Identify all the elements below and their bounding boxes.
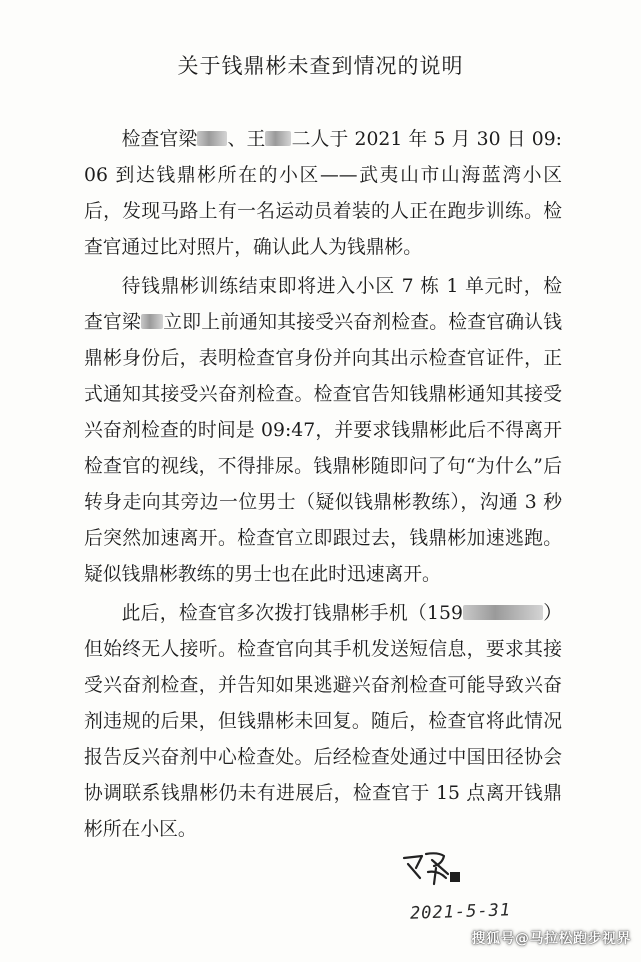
p1-text-b: 、王 [227,129,266,150]
p1-text-c: 二人于 2021 年 5 月 30 日 09:06 到达钱鼎彬所在的小区——武夷山市山海蓝湾小区后，发现马路上有一名运动员着装的人正在跑步训练。检查官通过比对照片，确认此人为钱鼎彬。 [84,129,562,258]
document-body [84,122,562,848]
document-title: 关于钱鼎彬未查到情况的说明 [177,54,464,78]
p1-text-a: 检查官梁 [121,129,198,150]
p2-text-a: 待钱鼎彬训练结束即将进入小区 7 栋 1 单元时，检查官梁 [84,276,562,333]
redaction-mark [463,605,543,620]
signature-block [398,848,538,928]
source-watermark: 搜狐号@马拉松跑步视界 [471,931,631,947]
p2-text-b: 立即上前通知其接受兴奋剂检查。检查官确认钱鼎彬身份后，表明检查官身份并向其出示检查官证件，正式通知其接受兴奋剂检查。检查官告知钱鼎彬通知其接受兴奋剂检查的时间是 09:47，并要求钱鼎彬此后不得离开检查官的视线，不得排尿。钱鼎彬随即问了句“为什么”后转身走向其旁边一位男士（疑似钱鼎彬教练），沟通 3 秒后突然加速离开。检查官立即跟过去，钱鼎彬加速逃跑。疑似钱鼎彬教练的男士也在此时迅速离开。 [84,312,562,585]
paragraph-2 [84,269,562,593]
p3-text-a: 此后，检查官多次拨打钱鼎彬手机（159 [121,603,463,624]
signature-date: 2021-5-31 [409,900,512,924]
redaction-mark [450,872,460,882]
redaction-mark [197,131,227,146]
redaction-mark [141,314,163,329]
paragraph-1 [84,122,562,266]
redaction-mark [265,131,291,146]
p3-text-b: ）但始终无人接听。检查官向其手机发送短信息，要求其接受兴奋剂检查，并告知如果逃避兴奋剂检查可能导致兴奋剂违规的后果，但钱鼎彬未回复。随后，检查官将此情况报告反兴奋剂中心检查处。后经检查处通过中国田径协会协调联系钱鼎彬仍未有进展后，检查官于 15 点离开钱鼎彬所在小区。 [84,603,562,840]
handwritten-signature-icon [398,848,468,888]
paragraph-3 [84,596,562,848]
